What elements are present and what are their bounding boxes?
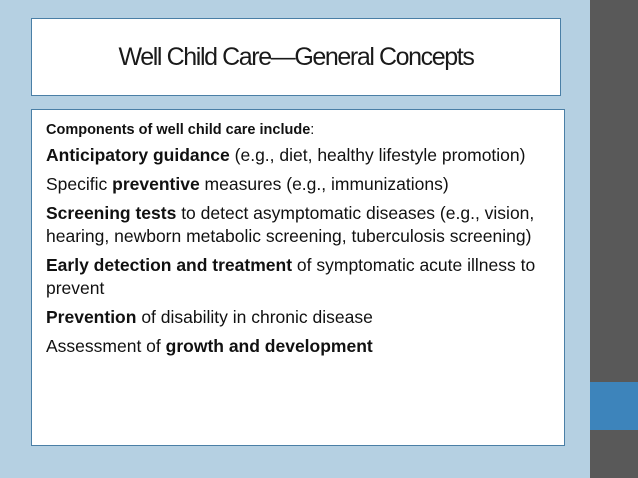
slide-title: Well Child Care—General Concepts	[118, 42, 474, 71]
point-bold: preventive	[112, 174, 200, 194]
point-bold: Anticipatory guidance	[46, 145, 230, 165]
point-bold: Early detection and treatment	[46, 255, 293, 275]
side-accent-block	[590, 382, 638, 430]
point-rest: measures (e.g., immunizations)	[199, 174, 449, 194]
point-screening-tests	[46, 202, 550, 248]
intro-bold: Components of well child care include	[46, 122, 311, 138]
point-bold: Screening tests	[46, 203, 177, 223]
point-prevention	[46, 306, 550, 329]
intro-rest: :	[310, 122, 315, 138]
title-box	[31, 18, 561, 96]
point-rest: (e.g., diet, healthy lifestyle promotion)	[229, 145, 526, 165]
content-box	[31, 109, 565, 446]
point-rest: of symptomatic acute illness to prevent	[46, 255, 536, 298]
point-early-detection	[46, 254, 550, 300]
point-pre: Specific	[46, 174, 113, 194]
intro-line	[46, 120, 550, 140]
point-bold: Prevention	[46, 307, 137, 327]
point-pre: Assessment of	[46, 336, 166, 356]
point-rest: of disability in chronic disease	[136, 307, 373, 327]
point-assessment	[46, 335, 550, 358]
point-rest: to detect asymptomatic diseases (e.g., vision, hearing, newborn metabolic screening, tuberculosis screening)	[46, 203, 535, 246]
point-preventive-measures	[46, 173, 550, 196]
point-bold: growth and development	[165, 336, 373, 356]
point-anticipatory-guidance	[46, 144, 550, 167]
